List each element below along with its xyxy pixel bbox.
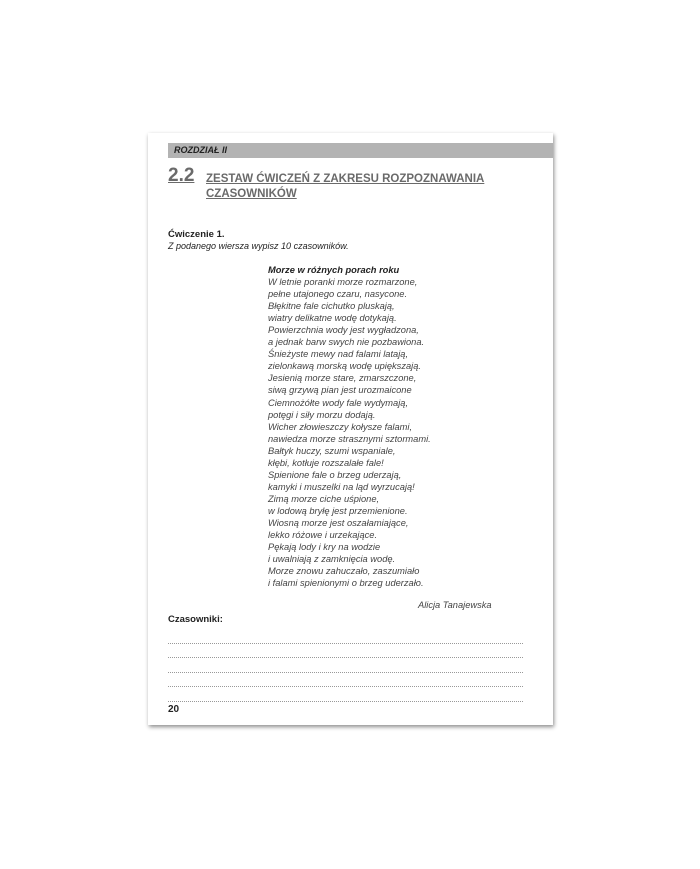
page-number: 20 [168,704,180,715]
answer-dotted-line[interactable] [168,658,523,673]
poem-line: Morze znowu zahuczało, zaszumiało [268,566,420,577]
answer-lines[interactable] [168,629,523,702]
poem-line: zielonkawą morską wodę upiększają. [268,361,421,372]
section-title [206,172,506,202]
workbook-page [148,133,553,725]
poem-line: Jesienią morze stare, zmarszczone, [268,373,417,384]
poem-line: wiatry delikatne wodę dotykają. [268,313,397,324]
poem-line: W letnie poranki morze rozmarzone, [268,277,418,288]
poem-line: Zimą morze ciche uśpione, [268,493,380,504]
poem [268,264,431,589]
poem-line: potęgi i siły morzu dodają. [268,409,376,420]
poem-line: nawiedza morze strasznymi sztormami. [268,433,431,444]
poem-line: pełne utajonego czaru, nasycone. [268,289,408,300]
section-title-line2: CZASOWNIKÓW [206,188,297,200]
poem-line: Ciemnożółte wody fale wydymają, [268,397,409,408]
poem-line: a jednak barw swych nie pozbawiona. [268,337,425,348]
poem-line: Bałtyk huczy, szumi wspaniale, [268,445,396,456]
poem-line: kłębi, kotłuje rozszalałe fale! [268,457,384,468]
poem-title: Morze w różnych porach roku [268,265,400,275]
poem-author: Alicja Tanajewska [418,600,492,610]
poem-line: Błękitne fale cichutko pluskają, [268,301,395,312]
poem-line: Wiosną morze jest oszałamiające, [268,517,409,528]
answer-dotted-line[interactable] [168,687,523,702]
poem-line: i falami spienionymi o brzeg uderzało. [268,578,424,589]
poem-line: Powierzchnia wody jest wygładzona, [268,325,419,336]
poem-line: Spienione fale o brzeg uderzają, [268,469,402,480]
exercise-title: Ćwiczenie 1. [168,229,225,240]
poem-line: Wicher złowieszczy kołysze falami, [268,421,413,432]
poem-line: w lodową bryłę jest przemienione. [268,505,408,516]
section-title-line1: ZESTAW ĆWICZEŃ Z ZAKRESU ROZPOZNAWANIA [206,173,485,185]
answer-dotted-line[interactable] [168,644,523,659]
poem-line: Pękają lody i kry na wodzie [268,542,381,553]
answer-dotted-line[interactable] [168,629,523,644]
poem-line: kamyki i muszelki na ląd wyrzucają! [268,481,415,492]
poem-line: i uwalniają z zamknięcia wodę. [268,554,396,565]
answer-dotted-line[interactable] [168,673,523,688]
exercise-instruction: Z podanego wiersza wypisz 10 czasowników. [168,241,349,251]
chapter-header-bar [168,143,553,158]
poem-line: siwą grzywą pian jest urozmaicone [268,385,412,396]
poem-line: lekko różowe i urzekające. [268,530,378,541]
answer-label: Czasowniki: [168,614,223,625]
poem-line: Śnieżyste mewy nad falami latają, [268,349,409,360]
chapter-label: ROZDZIAŁ II [174,145,227,155]
section-number: 2.2 [168,165,195,186]
